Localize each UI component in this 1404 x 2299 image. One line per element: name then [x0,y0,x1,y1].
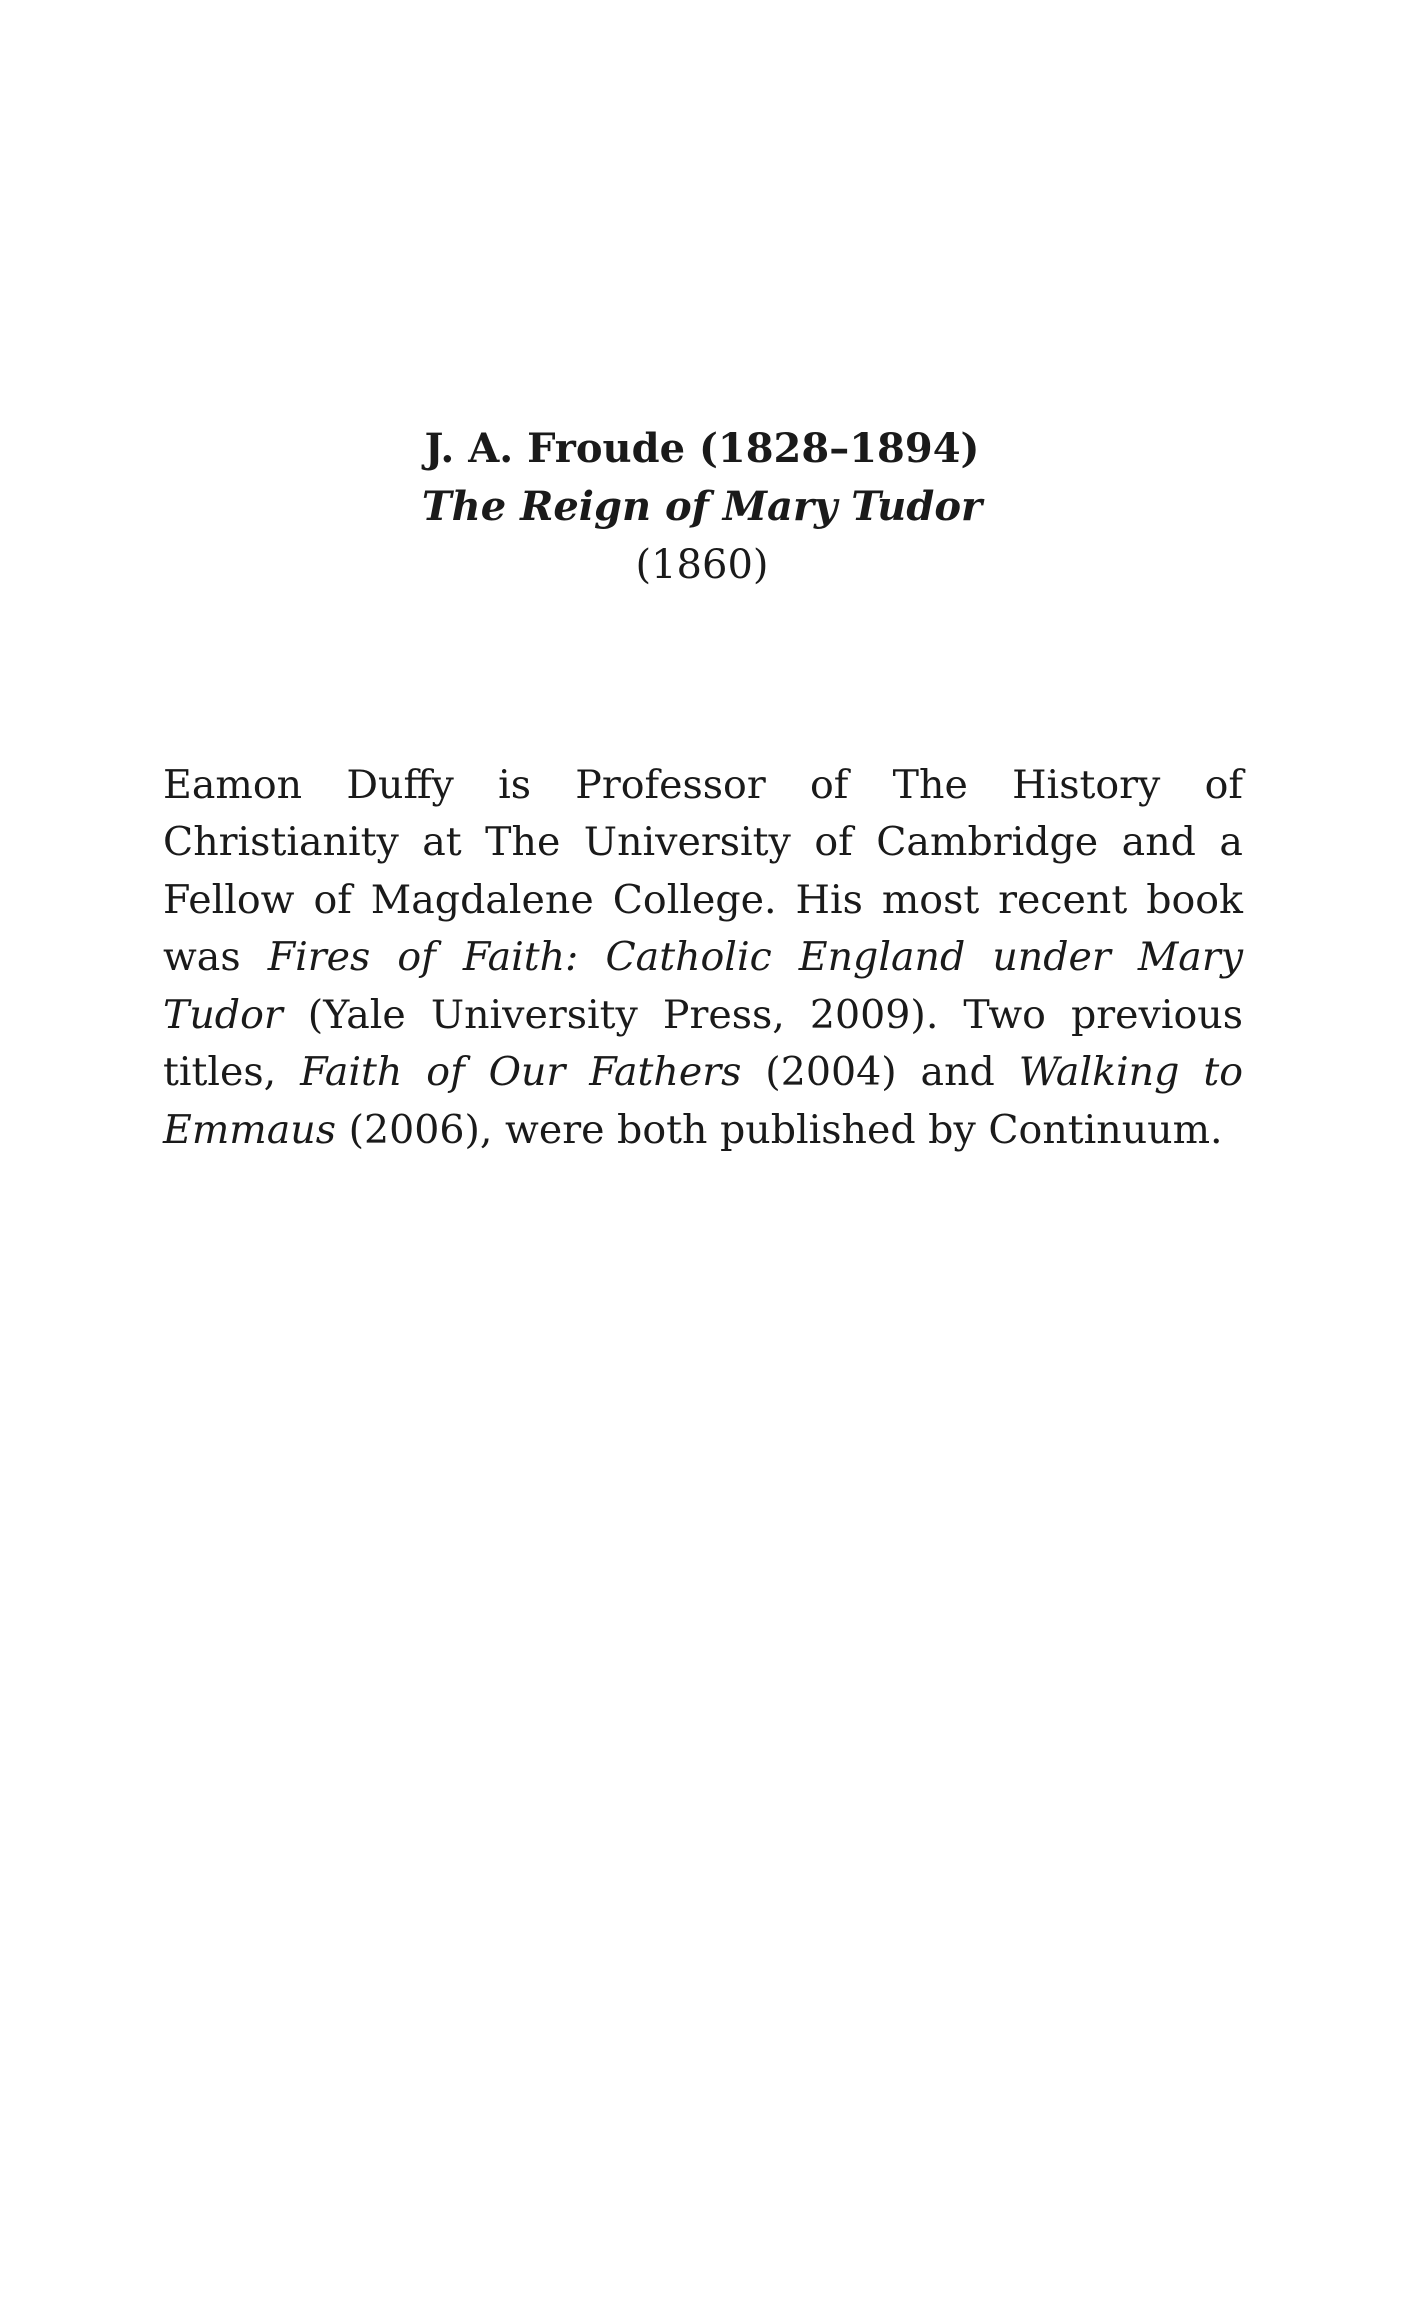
bio-text-1: Eamon Duffy is Professor of The History of Christianity at The University of Cambridge and a Fellow of Magdalene College. His most recent book was [163,761,1243,980]
author-biography [163,757,1243,1160]
title-block [0,420,1404,594]
book-title-fires-of-faith: Fires of Faith: Catholic England under Mary Tudor [163,934,1244,1038]
bio-text-4: (2006), were both published by Continuum. [336,1106,1223,1153]
bio-text-2: (Yale University Press, 2009). Two previous titles, [163,991,1243,1095]
book-title-walking-to-emmaus: Walking to Emmaus [163,1049,1243,1153]
work-title: The Reign of Mary Tudor [421,483,983,530]
author-heading: J. A. Froude (1828–1894) [424,425,980,472]
work-year: (1860) [635,542,769,588]
book-title-faith-of-our-fathers: Faith of Our Fathers [300,1049,742,1095]
bio-text-3: (2004) and [741,1049,1019,1095]
